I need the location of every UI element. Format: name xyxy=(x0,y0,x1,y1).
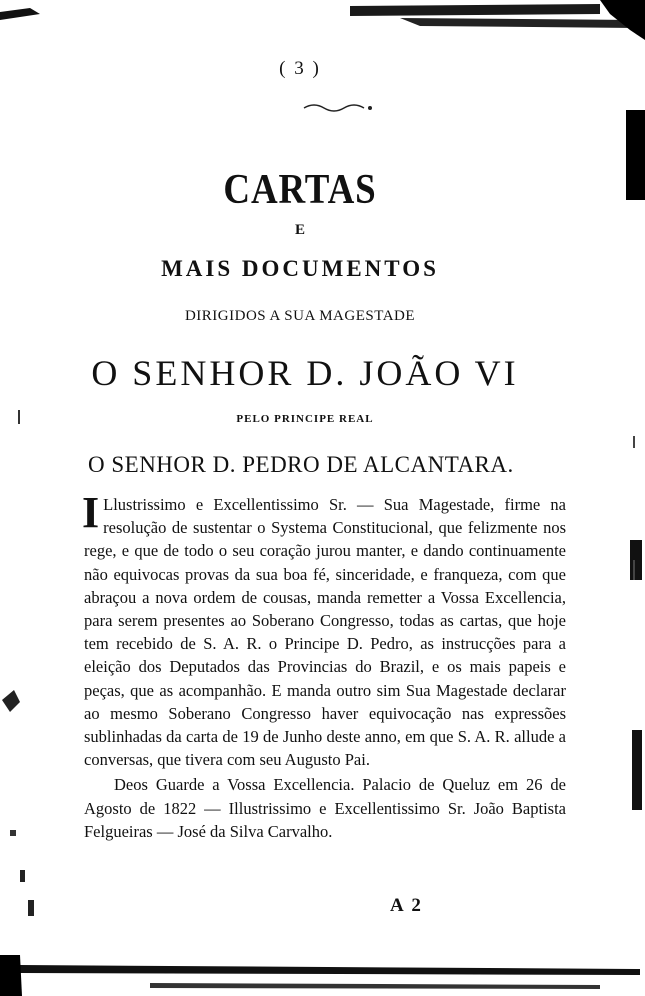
letter-body xyxy=(82,488,566,843)
document-subtitle: MAIS DOCUMENTOS xyxy=(161,256,439,281)
paragraph-2: Deos Guarde a Vossa Excellencia. Palacio de Queluz em 26 de Agosto de 1822 — Illustrissimo e Excellentissimo Sr. João Baptista Felgueiras — José da Silva Carvalho. xyxy=(84,775,566,841)
paragraph-1 xyxy=(82,488,566,771)
scan-edge-top xyxy=(0,0,645,40)
signature-mark: A 2 xyxy=(390,895,423,916)
recipient-king: O SENHOR D. JOÃO VI xyxy=(91,353,519,393)
title-conjunction: E xyxy=(294,222,305,238)
scan-edge-bottom xyxy=(0,955,645,996)
ornament-rule xyxy=(300,100,380,116)
directed-to-line: DIRIGIDOS A SUA MAGESTADE xyxy=(184,308,416,324)
page-number: ( 3 ) xyxy=(279,58,321,79)
sender-prince: O SENHOR D. PEDRO DE ALCANTARA. xyxy=(88,452,514,477)
paragraph-1-text: Llustrissimo e Excellentissimo Sr. — Sua Magestade, firme na resolução de sustentar o Systema Constitucional, que felizmente nos rege, e que de todo o seu coração jurou manter, e dando continuamente não equivocas provas da sua boa fé, sinceridade, e franqueza, com que abraçou a nova ordem de cousas, manda remetter a Vossa Excellencia, para serem presentes ao Soberano Congresso, todas as cartas, que hoje tem recebido de S. A. R. o Principe D. Pedro, as instrucções para a eleição dos Deputados das Provincias do Brazil, e os mais papeis e peças, que as acompanhão. E manda outro sim Sua Magestade declarar ao mesmo Soberano Congresso haver equivocação nas expressões sublinhadas da carta de 19 de Junho deste anno, em que S. A. R. allude a conversas, que tivera com seu Augusto Pai. xyxy=(84,495,566,770)
drop-cap: I xyxy=(82,488,100,537)
scan-edge-right xyxy=(622,110,645,870)
document-title: CARTAS xyxy=(223,167,377,213)
by-prince-line: PELO PRINCIPE REAL xyxy=(236,413,374,425)
